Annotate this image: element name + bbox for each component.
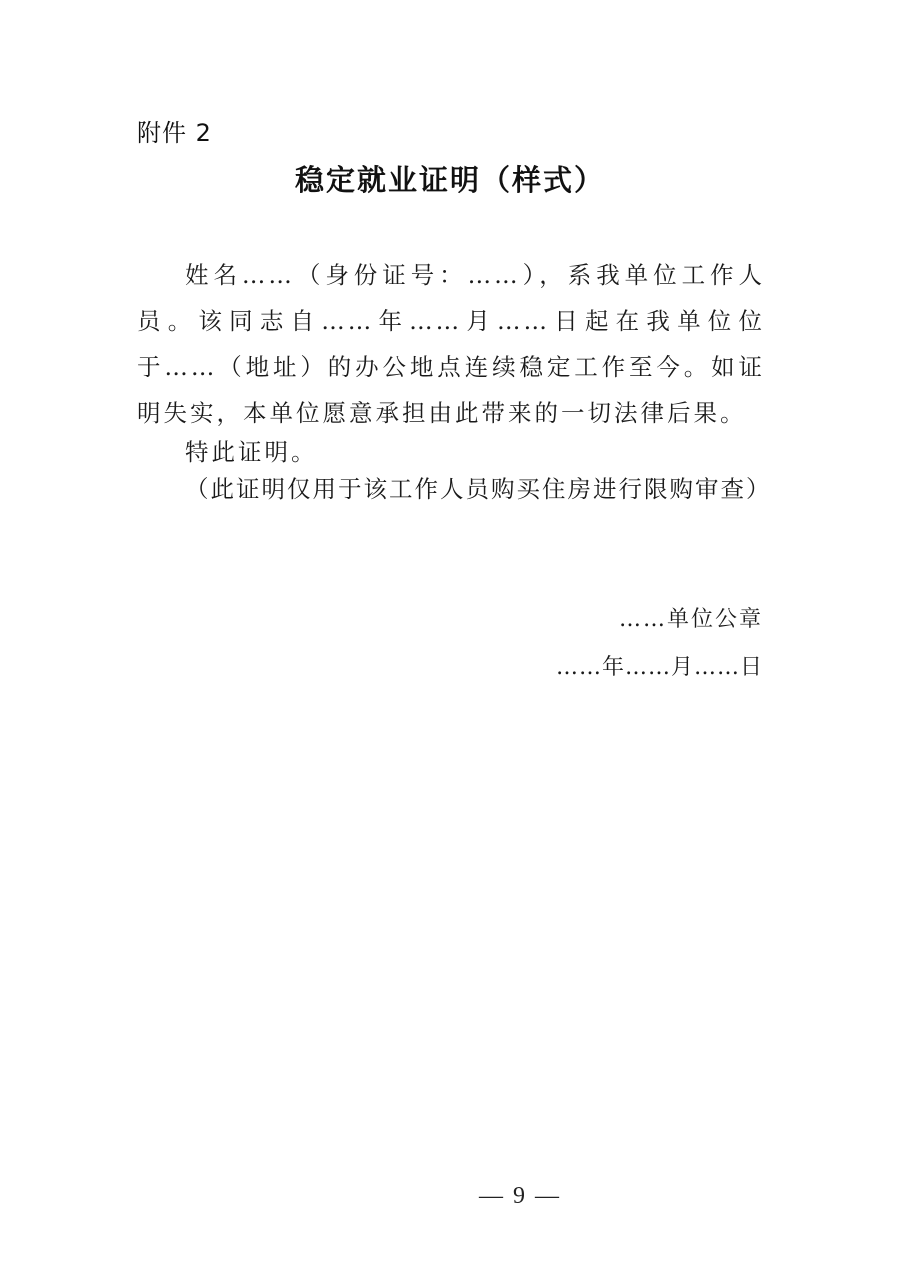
date-line: ……年……月……日 — [555, 655, 763, 680]
usage-note: （此证明仅用于该工作人员购买住房进行限购审查） — [185, 475, 772, 503]
attachment-label: 附件 2 — [137, 119, 212, 147]
closing-statement: 特此证明。 — [185, 438, 318, 466]
document-title: 稳定就业证明（样式） — [294, 163, 605, 197]
body-paragraph: 姓名……（身份证号：……），系我单位工作人员。该同志自……年……月……日起在我单位位于……（地址）的办公地点连续稳定工作至今。如证明失实，本单位愿意承担由此带来的一切法律后果。 — [137, 261, 765, 427]
page-number: — 9 — — [479, 1183, 561, 1209]
unit-seal-line: ……单位公章 — [618, 607, 763, 632]
